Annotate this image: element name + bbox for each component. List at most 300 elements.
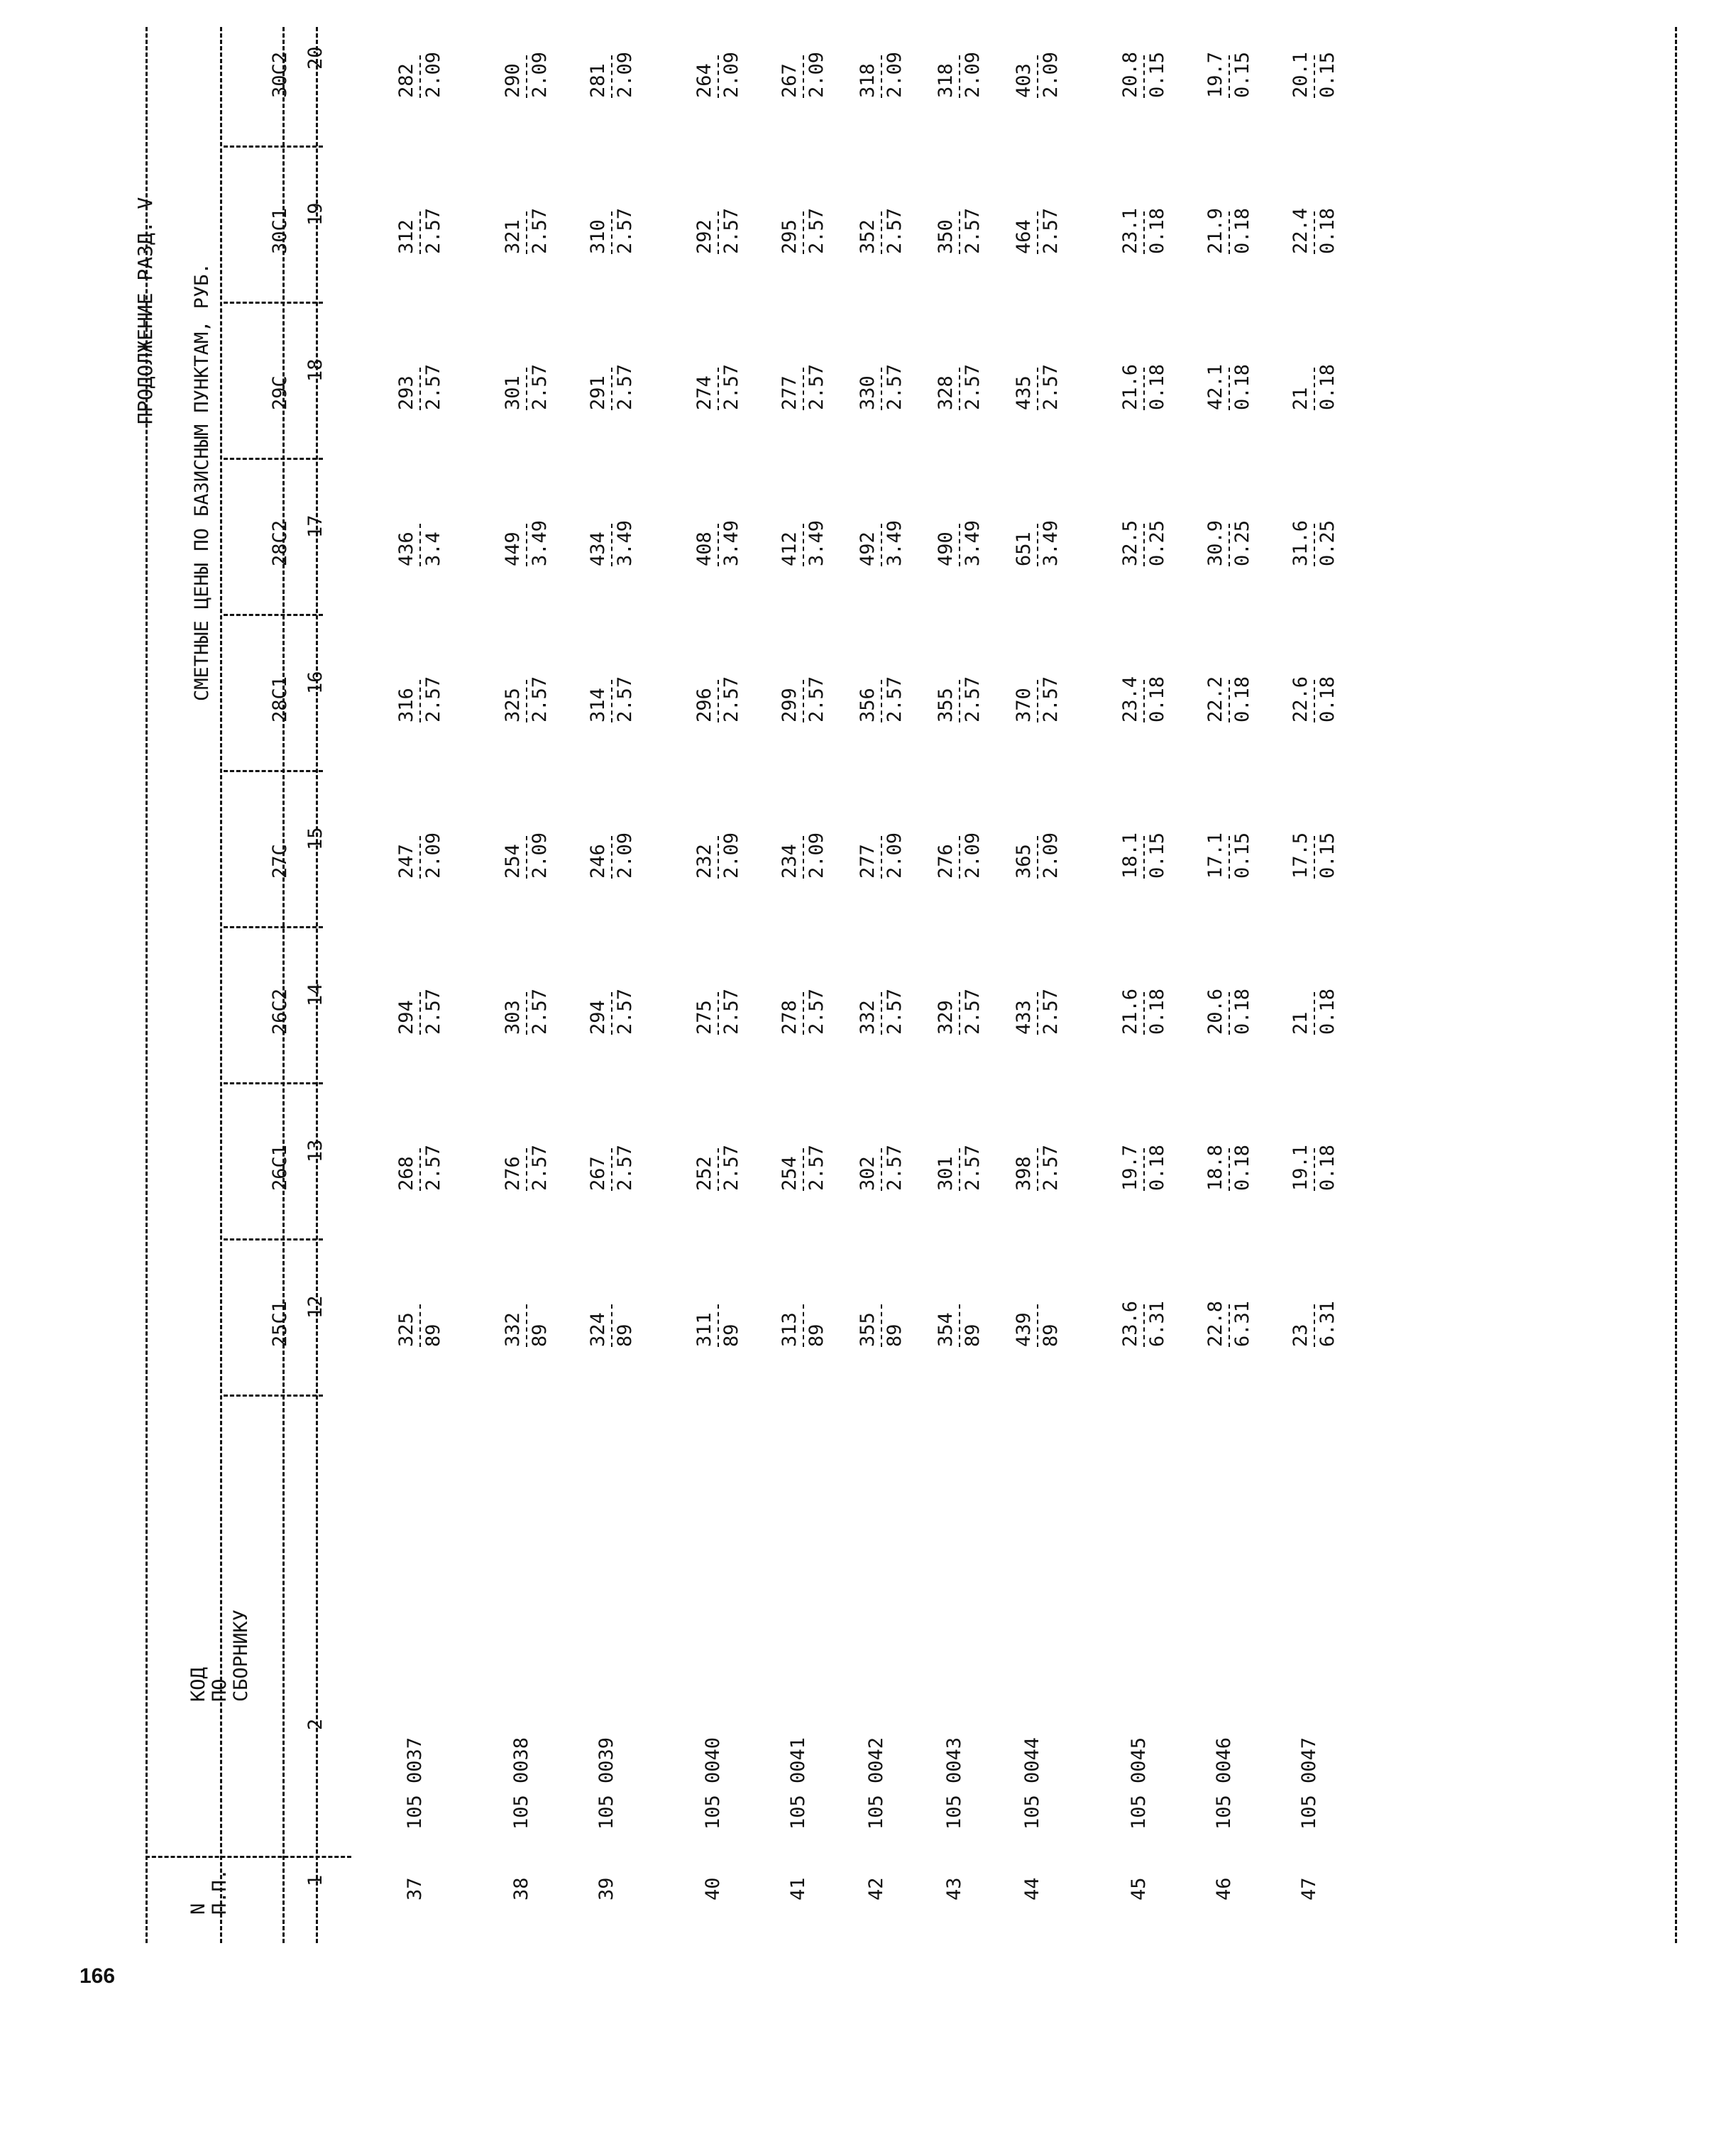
fraction-bar — [959, 992, 960, 1035]
price-adjustment: 2.57 — [884, 363, 906, 410]
price-adjustment: 2.57 — [422, 988, 444, 1035]
fraction-bar — [718, 524, 719, 566]
price-value: 267 — [587, 1156, 609, 1191]
price-value: 23.6 — [1119, 1300, 1141, 1347]
fraction-bar — [803, 55, 804, 98]
price-value: 267 — [779, 63, 801, 98]
row-number: 47 — [1298, 1877, 1320, 1901]
price-fraction — [502, 364, 551, 410]
price-fraction — [779, 208, 828, 254]
price-adjustment: 2.57 — [529, 363, 551, 410]
price-value: 246 — [587, 844, 609, 879]
price-adjustment: 2.57 — [1040, 363, 1062, 410]
price-fraction — [694, 1145, 742, 1191]
price-adjustment: 2.57 — [529, 988, 551, 1035]
point-header-rule — [282, 27, 285, 1943]
fraction-bar — [718, 368, 719, 410]
price-value: 19.1 — [1290, 1144, 1312, 1191]
price-value: 314 — [587, 688, 609, 722]
price-value: 17.1 — [1204, 832, 1226, 879]
fraction-bar — [1143, 836, 1145, 879]
price-adjustment: 2.09 — [884, 832, 906, 879]
fraction-bar — [526, 524, 527, 566]
price-adjustment: 89 — [614, 1324, 636, 1347]
price-value: 21.6 — [1119, 988, 1141, 1035]
fraction-bar — [1143, 1304, 1145, 1347]
fraction-bar — [1037, 55, 1038, 98]
price-fraction — [502, 1145, 551, 1191]
price-fraction — [935, 676, 984, 722]
price-adjustment: 0.18 — [1146, 988, 1168, 1035]
column-number-12: 12 — [304, 1295, 326, 1319]
price-adjustment: 6.31 — [1317, 1300, 1339, 1347]
price-fraction — [857, 989, 906, 1035]
price-adjustment: 0.15 — [1317, 51, 1339, 98]
price-adjustment: 2.09 — [529, 51, 551, 98]
price-value: 21 — [1290, 1011, 1312, 1035]
row-number: 38 — [510, 1877, 532, 1901]
price-value: 277 — [779, 375, 801, 410]
price-adjustment: 0.18 — [1317, 1144, 1339, 1191]
column-number-2: 2 — [304, 1718, 326, 1730]
fraction-bar — [526, 680, 527, 722]
price-adjustment: 2.57 — [1040, 1144, 1062, 1191]
fraction-bar — [1314, 836, 1315, 879]
price-value: 18.1 — [1119, 832, 1141, 879]
fraction-bar — [1037, 368, 1038, 410]
price-fraction — [588, 52, 636, 98]
price-value: 17.5 — [1290, 832, 1312, 879]
price-fraction — [694, 52, 742, 98]
price-fraction — [694, 1304, 742, 1347]
row-code: 105 0039 — [595, 1737, 617, 1830]
price-value: 464 — [1013, 219, 1035, 254]
price-adjustment: 2.57 — [529, 676, 551, 722]
price-value: 311 — [693, 1312, 715, 1347]
price-adjustment: 89 — [422, 1324, 444, 1347]
price-adjustment: 0.18 — [1146, 1144, 1168, 1191]
price-value: 31.6 — [1290, 519, 1312, 566]
column-number-20: 20 — [304, 46, 326, 70]
column-number-19: 19 — [304, 202, 326, 226]
fraction-bar — [803, 368, 804, 410]
price-fraction — [1205, 832, 1253, 879]
fraction-bar — [1314, 680, 1315, 722]
price-value: 276 — [935, 844, 957, 879]
row-code: 105 0044 — [1021, 1737, 1043, 1830]
price-adjustment: 2.57 — [1040, 988, 1062, 1035]
price-fraction — [502, 52, 551, 98]
point-divider — [224, 458, 323, 460]
price-fraction — [588, 676, 636, 722]
price-value: 436 — [395, 532, 417, 566]
price-value: 301 — [502, 375, 524, 410]
price-adjustment: 6.31 — [1146, 1300, 1168, 1347]
fraction-bar — [718, 680, 719, 722]
fraction-bar — [611, 368, 612, 410]
fraction-bar — [1229, 1304, 1230, 1347]
price-adjustment: 2.09 — [720, 51, 742, 98]
fraction-bar — [1143, 368, 1145, 410]
price-value: 332 — [502, 1312, 524, 1347]
point-header-30С2: 30С2 — [269, 51, 291, 98]
price-fraction — [1013, 52, 1062, 98]
row-code: 105 0045 — [1128, 1737, 1150, 1830]
fraction-bar — [526, 1148, 527, 1191]
price-fraction — [502, 208, 551, 254]
price-adjustment: 0.18 — [1231, 676, 1253, 722]
row-code: 105 0037 — [404, 1737, 426, 1830]
header-n: N П.П. — [187, 1868, 231, 1915]
price-value: 302 — [857, 1156, 879, 1191]
price-value: 268 — [395, 1156, 417, 1191]
price-fraction — [1120, 52, 1168, 98]
point-divider — [224, 302, 323, 304]
price-fraction — [396, 1145, 444, 1191]
price-value: 412 — [779, 532, 801, 566]
price-fraction — [1013, 989, 1062, 1035]
price-fraction — [588, 208, 636, 254]
price-adjustment: 0.18 — [1317, 988, 1339, 1035]
fraction-bar — [959, 211, 960, 254]
price-fraction — [502, 1304, 551, 1347]
fraction-bar — [959, 524, 960, 566]
price-value: 21.6 — [1119, 363, 1141, 410]
fraction-bar — [1229, 680, 1230, 722]
fraction-bar — [1229, 524, 1230, 566]
price-value: 439 — [1013, 1312, 1035, 1347]
point-header-28С2: 28С2 — [269, 519, 291, 566]
row-number: 42 — [865, 1877, 887, 1901]
price-fraction — [1120, 989, 1168, 1035]
fraction-bar — [611, 992, 612, 1035]
price-value: 276 — [502, 1156, 524, 1191]
price-fraction — [502, 520, 551, 566]
fraction-bar — [959, 1304, 960, 1347]
price-adjustment: 0.18 — [1146, 207, 1168, 254]
price-fraction — [1290, 1301, 1339, 1347]
price-fraction — [1290, 989, 1339, 1035]
price-value: 21.9 — [1204, 207, 1226, 254]
price-fraction — [1290, 364, 1339, 410]
price-value: 328 — [935, 375, 957, 410]
price-value: 22.2 — [1204, 676, 1226, 722]
price-adjustment: 2.57 — [806, 1144, 828, 1191]
price-adjustment: 2.57 — [422, 1144, 444, 1191]
fraction-bar — [419, 524, 421, 566]
price-adjustment: 2.09 — [422, 832, 444, 879]
price-value: 316 — [395, 688, 417, 722]
price-adjustment: 3.49 — [1040, 519, 1062, 566]
price-value: 275 — [693, 1000, 715, 1035]
fraction-bar — [718, 992, 719, 1035]
price-value: 321 — [502, 219, 524, 254]
fraction-bar — [419, 680, 421, 722]
price-adjustment: 89 — [529, 1324, 551, 1347]
price-fraction — [396, 524, 444, 566]
fraction-bar — [803, 680, 804, 722]
fraction-bar — [1314, 1304, 1315, 1347]
price-value: 234 — [779, 844, 801, 879]
price-value: 295 — [779, 219, 801, 254]
fraction-bar — [1229, 1148, 1230, 1191]
price-value: 252 — [693, 1156, 715, 1191]
price-adjustment: 2.57 — [884, 676, 906, 722]
price-adjustment: 2.57 — [806, 676, 828, 722]
point-divider — [224, 1082, 323, 1084]
price-adjustment: 3.49 — [614, 519, 636, 566]
price-value: 21 — [1290, 387, 1312, 410]
price-value: 254 — [502, 844, 524, 879]
fraction-bar — [959, 368, 960, 410]
col-n-divider — [145, 1856, 351, 1858]
price-fraction — [1120, 208, 1168, 254]
fraction-bar — [1314, 55, 1315, 98]
point-header-28С1: 28С1 — [269, 676, 291, 722]
column-number-1: 1 — [304, 1874, 326, 1886]
price-value: 274 — [693, 375, 715, 410]
fraction-bar — [718, 1304, 719, 1347]
fraction-bar — [881, 368, 882, 410]
price-adjustment: 0.18 — [1231, 363, 1253, 410]
price-fraction — [588, 1304, 636, 1347]
fraction-bar — [881, 211, 882, 254]
price-fraction — [588, 832, 636, 879]
price-value: 23.1 — [1119, 207, 1141, 254]
price-adjustment: 0.18 — [1317, 363, 1339, 410]
price-value: 651 — [1013, 532, 1035, 566]
fraction-bar — [611, 524, 612, 566]
fraction-bar — [419, 836, 421, 879]
price-fraction — [779, 832, 828, 879]
price-value: 19.7 — [1204, 51, 1226, 98]
price-adjustment: 2.57 — [1040, 207, 1062, 254]
price-fraction — [857, 208, 906, 254]
table-top-rule — [145, 27, 148, 1943]
price-fraction — [1013, 520, 1062, 566]
price-adjustment: 3.49 — [884, 519, 906, 566]
price-adjustment: 2.57 — [1040, 676, 1062, 722]
price-fraction — [694, 832, 742, 879]
price-value: 434 — [587, 532, 609, 566]
fraction-bar — [803, 524, 804, 566]
price-adjustment: 0.18 — [1146, 676, 1168, 722]
fraction-bar — [959, 836, 960, 879]
fraction-bar — [419, 1148, 421, 1191]
price-adjustment: 2.57 — [806, 363, 828, 410]
price-adjustment: 2.09 — [614, 832, 636, 879]
fraction-bar — [881, 992, 882, 1035]
price-value: 264 — [693, 63, 715, 98]
price-value: 325 — [395, 1312, 417, 1347]
point-header-26С2: 26С2 — [269, 988, 291, 1035]
price-fraction — [779, 989, 828, 1035]
price-fraction — [1120, 520, 1168, 566]
price-fraction — [935, 364, 984, 410]
fraction-bar — [1143, 211, 1145, 254]
fraction-bar — [1229, 211, 1230, 254]
fraction-bar — [1143, 524, 1145, 566]
fraction-bar — [1143, 55, 1145, 98]
row-code: 105 0042 — [865, 1737, 887, 1830]
price-value: 290 — [502, 63, 524, 98]
price-adjustment: 2.09 — [1040, 832, 1062, 879]
price-fraction — [588, 520, 636, 566]
price-adjustment: 2.57 — [422, 363, 444, 410]
price-value: 278 — [779, 1000, 801, 1035]
point-divider — [224, 1238, 323, 1241]
price-adjustment: 3.49 — [962, 519, 984, 566]
column-number-15: 15 — [304, 827, 326, 850]
point-divider — [224, 770, 323, 772]
price-fraction — [935, 832, 984, 879]
row-number: 41 — [787, 1877, 809, 1901]
price-value: 254 — [779, 1156, 801, 1191]
price-adjustment: 2.09 — [962, 832, 984, 879]
price-adjustment: 2.09 — [529, 832, 551, 879]
price-value: 30.9 — [1204, 519, 1226, 566]
price-fraction — [1205, 1301, 1253, 1347]
point-divider — [224, 926, 323, 928]
price-adjustment: 89 — [806, 1324, 828, 1347]
row-number: 46 — [1213, 1877, 1235, 1901]
price-fraction — [779, 520, 828, 566]
price-fraction — [1205, 676, 1253, 722]
price-adjustment: 89 — [1040, 1324, 1062, 1347]
price-value: 332 — [857, 1000, 879, 1035]
price-value: 303 — [502, 1000, 524, 1035]
price-adjustment: 89 — [884, 1324, 906, 1347]
price-adjustment: 0.25 — [1317, 519, 1339, 566]
row-number: 45 — [1128, 1877, 1150, 1901]
point-header-29С: 29С — [269, 375, 291, 410]
fraction-bar — [718, 55, 719, 98]
fraction-bar — [611, 1304, 612, 1347]
column-number-14: 14 — [304, 983, 326, 1006]
continuation-heading: ПРОДОЛЖЕНИЕ РАЗД. V — [133, 197, 157, 424]
fraction-bar — [1229, 992, 1230, 1035]
price-adjustment: 2.57 — [614, 676, 636, 722]
price-fraction — [396, 832, 444, 879]
price-adjustment: 2.57 — [962, 1144, 984, 1191]
row-number: 39 — [595, 1877, 617, 1901]
price-adjustment: 2.09 — [806, 832, 828, 879]
price-value: 492 — [857, 532, 879, 566]
table-bottom-rule — [1675, 27, 1677, 1943]
price-fraction — [1290, 832, 1339, 879]
price-value: 398 — [1013, 1156, 1035, 1191]
price-fraction — [1290, 520, 1339, 566]
price-fraction — [396, 52, 444, 98]
price-value: 365 — [1013, 844, 1035, 879]
price-adjustment: 2.57 — [422, 207, 444, 254]
price-adjustment: 0.25 — [1231, 519, 1253, 566]
price-adjustment: 2.57 — [884, 1144, 906, 1191]
price-adjustment: 3.49 — [529, 519, 551, 566]
price-value: 296 — [693, 688, 715, 722]
price-adjustment: 2.57 — [614, 988, 636, 1035]
price-fraction — [1013, 364, 1062, 410]
point-divider — [224, 614, 323, 616]
price-value: 352 — [857, 219, 879, 254]
price-adjustment: 0.15 — [1231, 51, 1253, 98]
price-value: 19.7 — [1119, 1144, 1141, 1191]
price-fraction — [1013, 1145, 1062, 1191]
price-fraction — [694, 989, 742, 1035]
fraction-bar — [1314, 524, 1315, 566]
price-fraction — [396, 1304, 444, 1347]
price-adjustment: 2.09 — [614, 51, 636, 98]
price-fraction — [1013, 208, 1062, 254]
row-code: 105 0043 — [943, 1737, 965, 1830]
row-code: 105 0038 — [510, 1737, 532, 1830]
price-fraction — [935, 1145, 984, 1191]
price-value: 22.6 — [1290, 676, 1312, 722]
fraction-bar — [419, 992, 421, 1035]
price-value: 18.8 — [1204, 1144, 1226, 1191]
price-value: 277 — [857, 844, 879, 879]
price-fraction — [857, 676, 906, 722]
price-value: 325 — [502, 688, 524, 722]
price-adjustment: 0.18 — [1317, 207, 1339, 254]
price-fraction — [1205, 989, 1253, 1035]
price-value: 23 — [1290, 1324, 1312, 1347]
price-fraction — [779, 676, 828, 722]
price-fraction — [1290, 1145, 1339, 1191]
price-value: 22.8 — [1204, 1300, 1226, 1347]
header-code: КОД ПО СБОРНИКУ — [187, 1609, 252, 1702]
price-fraction — [1013, 832, 1062, 879]
fraction-bar — [526, 1304, 527, 1347]
price-fraction — [779, 1145, 828, 1191]
fraction-bar — [611, 680, 612, 722]
price-adjustment: 2.57 — [529, 207, 551, 254]
row-code: 105 0041 — [787, 1737, 809, 1830]
row-number: 37 — [404, 1877, 426, 1901]
fraction-bar — [419, 368, 421, 410]
fraction-bar — [881, 524, 882, 566]
price-value: 312 — [395, 219, 417, 254]
point-header-25С1: 25С1 — [269, 1300, 291, 1347]
fraction-bar — [803, 1304, 804, 1347]
price-fraction — [694, 520, 742, 566]
column-number-17: 17 — [304, 515, 326, 538]
row-code: 105 0047 — [1298, 1737, 1320, 1830]
price-fraction — [502, 832, 551, 879]
column-number-13: 13 — [304, 1139, 326, 1162]
fraction-bar — [803, 992, 804, 1035]
fraction-bar — [881, 1148, 882, 1191]
price-adjustment: 0.18 — [1317, 676, 1339, 722]
price-fraction — [694, 364, 742, 410]
price-fraction — [779, 364, 828, 410]
column-number-16: 16 — [304, 671, 326, 694]
price-adjustment: 2.57 — [614, 363, 636, 410]
fraction-bar — [1037, 1304, 1038, 1347]
price-adjustment: 2.57 — [962, 676, 984, 722]
price-adjustment: 2.57 — [806, 207, 828, 254]
price-fraction — [1120, 364, 1168, 410]
price-fraction — [588, 989, 636, 1035]
price-value: 329 — [935, 1000, 957, 1035]
price-value: 355 — [857, 1312, 879, 1347]
price-adjustment: 2.09 — [962, 51, 984, 98]
price-adjustment: 0.25 — [1146, 519, 1168, 566]
price-value: 293 — [395, 375, 417, 410]
price-fraction — [857, 1304, 906, 1347]
price-adjustment: 3.49 — [806, 519, 828, 566]
fraction-bar — [718, 1148, 719, 1191]
